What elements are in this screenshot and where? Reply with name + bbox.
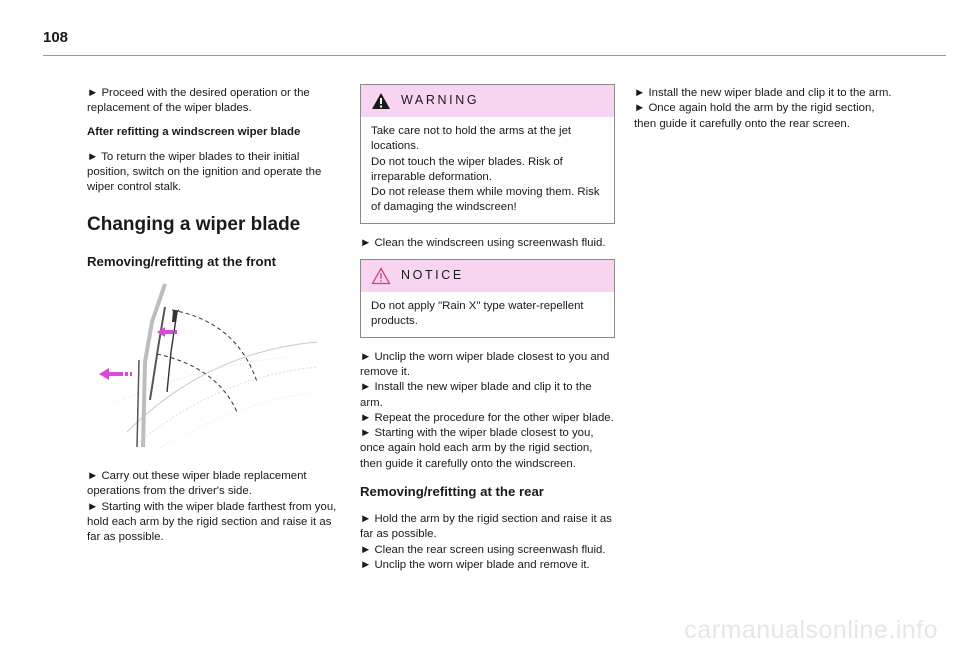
paragraph-proceed: ► Proceed with the desired operation or the replacement of the wiper blades.: [87, 87, 310, 115]
wiper-diagram: [87, 282, 317, 452]
warning-line-release: Do not release them while moving them. Risk of damaging the windscreen!: [371, 186, 600, 214]
notice-box: [360, 259, 615, 338]
paragraph-return-blades: ► To return the wiper blades to their initial position, switch on the ignition and operate the wiper control stalk.: [87, 150, 322, 194]
front-refit-steps: [360, 350, 615, 472]
step-guide-rear-screen: ► Once again hold the arm by the rigid section, then guide it carefully onto the rear screen.: [634, 102, 875, 130]
warning-triangle-icon: [371, 92, 391, 110]
notice-triangle-icon: [371, 267, 391, 285]
subheading-after-refitting: After refitting a windscreen wiper blade: [87, 125, 301, 138]
subheading-rear: Removing/refitting at the rear: [360, 484, 544, 500]
notice-title: NOTICE: [401, 268, 464, 283]
section-heading: Changing a wiper blade: [87, 213, 301, 235]
step-install-rear-blade: ► Install the new wiper blade and clip it to the arm.: [634, 87, 892, 99]
rear-steps: [360, 512, 615, 573]
step-driver-side: ► Carry out these wiper blade replacement operations from the driver's side.: [87, 470, 307, 498]
notice-body: [361, 292, 614, 337]
step-farthest-blade: ► Starting with the wiper blade farthest from you, hold each arm by the rigid section and raise it as far as possible.: [87, 500, 337, 544]
wiper-illustration: [87, 282, 342, 457]
column-2: [360, 84, 615, 573]
warning-line-jets: Take care not to hold the arms at the jet locations.: [371, 125, 572, 153]
column-1: [87, 86, 342, 546]
watermark: carmanualsonline.info: [684, 616, 938, 644]
pull-arrow-left-icon: [99, 368, 132, 380]
column-3: [634, 86, 892, 132]
step-repeat: ► Repeat the procedure for the other wiper blade.: [360, 411, 614, 424]
front-steps: [87, 469, 342, 545]
step-hold-arm: ► Hold the arm by the rigid section and raise it as far as possible.: [360, 513, 612, 541]
warning-title: WARNING: [401, 93, 480, 108]
step-guide-windscreen: ► Starting with the wiper blade closest to you, once again hold each arm by the rigid section, then guide it carefully onto the windscreen.: [360, 427, 594, 470]
step-clean-rear: ► Clean the rear screen using screenwash fluid.: [360, 543, 606, 556]
header-divider: [43, 55, 946, 56]
page-number: 108: [43, 29, 69, 46]
notice-header: [361, 260, 614, 292]
step-unclip-closest: ► Unclip the worn wiper blade closest to you and remove it.: [360, 350, 610, 378]
notice-text: Do not apply "Rain X" type water-repellent products.: [371, 300, 584, 328]
warning-header: [361, 85, 614, 117]
subheading-front: Removing/refitting at the front: [87, 253, 277, 269]
step-unclip-rear: ► Unclip the worn wiper blade and remove it.: [360, 558, 590, 571]
warning-body: [361, 117, 614, 223]
warning-line-touch: Do not touch the wiper blades. Risk of irreparable deformation.: [371, 155, 563, 183]
step-install-new: ► Install the new wiper blade and clip it to the arm.: [360, 381, 592, 409]
warning-box: [360, 84, 615, 224]
paragraph-clean-windscreen: ► Clean the windscreen using screenwash fluid.: [360, 236, 606, 249]
